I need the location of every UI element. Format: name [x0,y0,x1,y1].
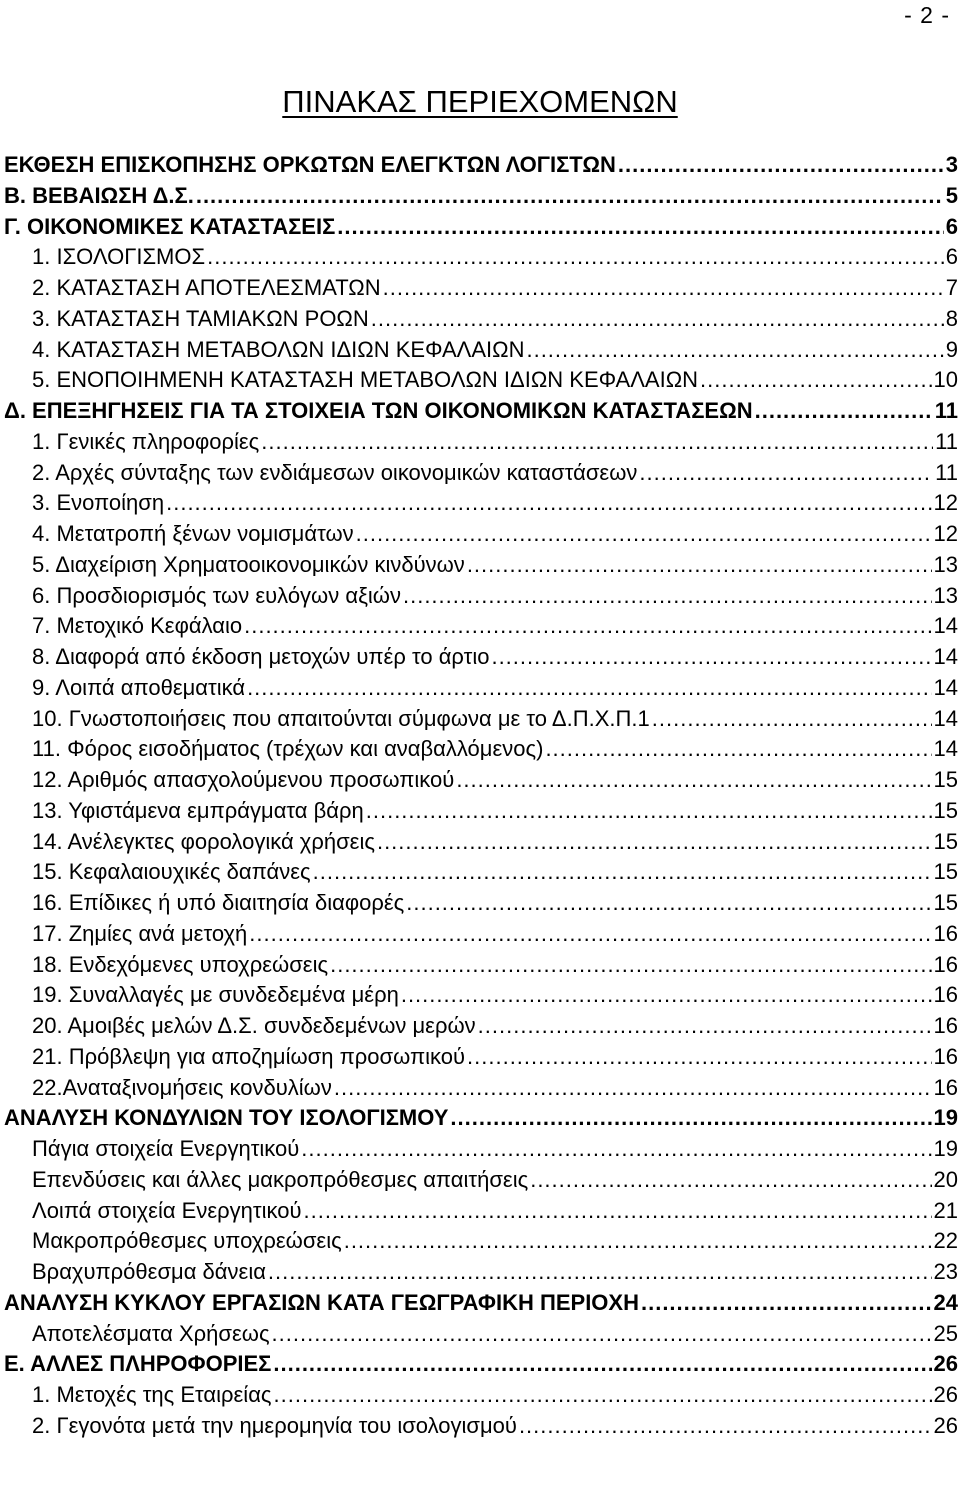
toc-entry[interactable] [4,827,958,858]
toc-entry-label: Δ. ΕΠΕΞΗΓΗΣΕΙΣ ΓΙΑ ΤΑ ΣΤΟΙΧΕΙΑ ΤΩΝ ΟΙΚΟΝΟΜΙΚΩΝ ΚΑΤΑΣΤΑΣΕΩΝ [4,398,753,423]
toc-entry-page-number: 8 [945,305,958,331]
toc-entry[interactable] [4,796,958,827]
toc-entry-label: Επενδύσεις και άλλες μακροπρόθεσμες απαιτήσεις [32,1166,529,1192]
dot-leader [406,888,931,919]
toc-entry-page-number: 19 [933,1105,958,1131]
toc-entry[interactable] [4,458,958,489]
toc-entry-label: ΑΝΑΛΥΣΗ ΚΟΝΔΥΛΙΩΝ ΤΟΥ ΙΣΟΛΟΓΙΣΜΟΥ [4,1105,449,1131]
dot-leader [700,365,931,396]
dot-leader [247,673,931,704]
toc-entry-page-number: 19 [933,1136,958,1161]
toc-entry-page-number: 20 [933,1166,958,1192]
toc-entry[interactable] [4,365,958,396]
toc-entry-label: 1. Γενικές πληροφορίες [32,428,260,454]
toc-entry-label: 9. Λοιπά αποθεματικά [32,674,246,700]
toc-entry-label: 1. ΙΣΟΛΟΓΙΣΜΟΣ [32,244,206,270]
dot-leader [274,1380,932,1411]
dot-leader [356,519,932,550]
toc-entry-label: Πάγια στοιχεία Ενεργητικού [32,1136,300,1161]
toc-entry[interactable] [4,1319,958,1350]
toc-entry-page-number: 16 [933,951,958,977]
toc-entry-label: 2. Αρχές σύνταξης των ενδιάμεσων οικονομικών καταστάσεων [32,459,638,485]
toc-entry-label: 20. Αμοιβές μελών Δ.Σ. συνδεδεμένων μερών [32,1013,476,1038]
toc-entry[interactable] [4,888,958,919]
toc-entry-page-number: 15 [933,859,958,885]
toc-entry-label: 10. Γνωστοποιήσεις που απαιτούνται σύμφωνα με το Δ.Π.Χ.Π.1 [32,705,650,731]
toc-entry-page-number: 26 [933,1412,958,1438]
toc-entry-label: ΕΚΘΕΣΗ ΕΠΙΣΚΟΠΗΣΗΣ ΟΡΚΩΤΩΝ ΕΛΕΓΚΤΩΝ ΛΟΓΙΣΤΩΝ [4,152,616,177]
dot-leader [530,1165,931,1196]
toc-entry-page-number: 25 [933,1320,958,1346]
toc-entry-label: Αποτελέσματα Χρήσεως [32,1320,270,1346]
toc-title-text: ΠΙΝΑΚΑΣ ΠΕΡΙΕΧΟΜΕΝΩΝ [282,84,678,119]
toc-entry-label: Ε. ΑΛΛΕΣ ΠΛΗΡΟΦΟΡΙΕΣ [4,1351,272,1377]
page-number: - 2 - [904,2,950,28]
toc-entry-label: Β. ΒΕΒΑΙΩΣΗ Δ.Σ. [4,182,194,208]
toc-entry-label: 12. Αριθμός απασχολούμενου προσωπικού [32,767,455,792]
toc-entry-page-number: 14 [933,644,958,669]
toc-entry[interactable] [4,519,958,550]
toc-entry-page-number: 11 [935,459,958,485]
dot-leader [301,1134,931,1165]
toc-entry[interactable] [4,642,958,673]
toc-entry-label: 5. ΕΝΟΠΟΙΗΜΕΝΗ ΚΑΤΑΣΤΑΣΗ ΜΕΤΑΒΟΛΩΝ ΙΔΙΩΝ ΚΕΦΑΛΑΙΩΝ [32,367,699,393]
dot-leader [545,734,931,765]
toc-entry-label: 22.Αναταξινομήσεις κονδυλίων [32,1074,332,1100]
dot-leader [618,150,944,181]
toc-entry-page-number: 21 [933,1197,958,1223]
toc-entry-page-number: 26 [933,1351,958,1377]
toc-entry-label: Λοιπά στοιχεία Ενεργητικού [32,1197,302,1223]
toc-entry-page-number: 10 [933,367,958,393]
toc-entry-label: 14. Ανέλεγκτες φορολογικά χρήσεις [32,828,375,854]
dot-leader [344,1226,932,1257]
dot-leader [268,1257,932,1288]
dot-leader [456,765,931,796]
toc-entry-page-number: 11 [934,398,958,423]
toc-entry-label: 8. Διαφορά από έκδοση μετοχών υπέρ το άρτιο [32,644,490,669]
toc-entry-page-number: 7 [945,275,958,300]
toc-entry-label: 17. Ζημίες ανά μετοχή [32,920,248,946]
dot-leader [303,1196,931,1227]
toc-entry-label: 19. Συναλλαγές με συνδεδεμένα μέρη [32,982,399,1008]
toc-entry-page-number: 16 [933,1043,958,1069]
dot-leader [244,611,931,642]
toc-entry-page-number: 14 [933,705,958,731]
toc-entry[interactable] [4,427,958,458]
toc-entry[interactable] [4,242,958,273]
toc-entry-label: 6. Προσδιορισμός των ευλόγων αξιών [32,582,401,608]
toc-entry-page-number: 15 [933,797,958,823]
toc-entry[interactable] [4,488,958,519]
toc-entry[interactable] [4,335,958,366]
toc-entry-label: 11. Φόρος εισοδήματος (τρέχων και αναβαλλόμενος) [32,736,544,762]
toc-entry-page-number: 12 [933,490,958,516]
table-of-contents [4,150,958,1442]
toc-entry[interactable] [4,765,958,796]
toc-entry-page-number: 6 [945,213,958,239]
toc-entry[interactable] [4,181,958,212]
toc-entry-label: 3. ΚΑΤΑΣΤΑΣΗ ΤΑΜΙΑΚΩΝ ΡΟΩΝ [32,305,369,331]
toc-entry-page-number: 26 [933,1382,958,1407]
dot-leader [491,642,931,673]
toc-title [0,84,960,120]
toc-entry-page-number: 24 [933,1289,958,1315]
toc-entry-page-number: 14 [933,674,958,700]
toc-entry[interactable] [4,1134,958,1165]
toc-entry-label: 21. Πρόβλεψη για αποζημίωση προσωπικού [32,1043,466,1069]
toc-entry-label: Μακροπρόθεσμες υποχρεώσεις [32,1228,342,1254]
toc-entry-page-number: 22 [933,1228,958,1254]
toc-entry[interactable] [4,212,958,243]
toc-entry-page-number: 13 [933,551,958,577]
toc-entry-label: 3. Ενοποίηση [32,490,165,516]
toc-entry[interactable] [4,550,958,581]
toc-entry-page-number: 16 [933,982,958,1008]
toc-entry-page-number: 15 [933,767,958,792]
dot-leader [337,212,943,243]
toc-entry-page-number: 16 [933,1013,958,1038]
toc-entry[interactable] [4,1380,958,1411]
dot-leader [403,581,932,612]
dot-leader [313,857,932,888]
toc-entry[interactable] [4,1411,958,1442]
toc-entry[interactable] [4,611,958,642]
toc-entry-page-number: 14 [933,613,958,639]
toc-entry-page-number: 3 [945,152,958,177]
dot-leader [273,1349,931,1380]
toc-entry-page-number: 15 [933,828,958,854]
dot-leader [196,181,944,212]
dot-leader [383,273,944,304]
toc-entry-page-number: 16 [933,920,958,946]
toc-entry-label: 2. ΚΑΤΑΣΤΑΣΗ ΑΠΟΤΕΛΕΣΜΑΤΩΝ [32,275,381,300]
dot-leader [467,1042,932,1073]
toc-entry-page-number: 9 [945,336,958,362]
dot-leader [478,1011,932,1042]
toc-entry[interactable] [4,304,958,335]
dot-leader [519,1411,932,1442]
toc-entry[interactable] [4,1103,958,1134]
toc-entry[interactable] [4,1165,958,1196]
dot-leader [166,488,931,519]
toc-entry-label: Γ. ΟΙΚΟΝΟΜΙΚΕΣ ΚΑΤΑΣΤΑΣΕΙΣ [4,213,336,239]
dot-leader [334,1073,932,1104]
toc-entry-page-number: 23 [933,1259,958,1284]
toc-entry-page-number: 12 [933,521,958,546]
toc-entry[interactable] [4,1226,958,1257]
toc-entry-page-number: 16 [933,1074,958,1100]
toc-entry[interactable] [4,1042,958,1073]
toc-entry-page-number: 11 [935,428,958,454]
toc-entry[interactable] [4,857,958,888]
toc-entry[interactable] [4,1011,958,1042]
dot-leader [652,704,932,735]
toc-entry-label: ΑΝΑΛΥΣΗ ΚΥΚΛΟΥ ΕΡΓΑΣΙΩΝ ΚΑΤΑ ΓΕΩΓΡΑΦΙΚΗ ΠΕΡΙΟΧΗ [4,1289,639,1315]
dot-leader [330,950,931,981]
toc-entry[interactable] [4,1349,958,1380]
toc-entry[interactable] [4,1196,958,1227]
toc-entry-label: 4. Μετατροπή ξένων νομισμάτων [32,521,354,546]
toc-entry[interactable] [4,273,958,304]
dot-leader [401,980,932,1011]
toc-entry-label: 4. ΚΑΤΑΣΤΑΣΗ ΜΕΤΑΒΟΛΩΝ ΙΔΙΩΝ ΚΕΦΑΛΑΙΩΝ [32,336,525,362]
toc-entry[interactable] [4,581,958,612]
toc-entry-label: 7. Μετοχικό Κεφάλαιο [32,613,243,639]
toc-entry-page-number: 5 [945,182,958,208]
toc-entry-page-number: 15 [933,890,958,915]
toc-entry-page-number: 14 [933,736,958,762]
dot-leader [641,1288,932,1319]
toc-entry-label: 2. Γεγονότα μετά την ημερομηνία του ισολογισμού [32,1412,517,1438]
dot-leader [272,1319,932,1350]
toc-entry-label: 16. Επίδικες ή υπό διαιτησία διαφορές [32,890,405,915]
toc-entry-label: 5. Διαχείριση Χρηματοοικονομικών κινδύνων [32,551,465,577]
dot-leader [261,427,933,458]
dot-leader [639,458,933,489]
toc-entry[interactable] [4,1288,958,1319]
toc-entry[interactable] [4,919,958,950]
toc-entry-page-number: 6 [945,244,958,270]
dot-leader [526,335,943,366]
toc-entry[interactable] [4,150,958,181]
dot-leader [377,827,932,858]
toc-entry-label: 18. Ενδεχόμενες υποχρεώσεις [32,951,329,977]
toc-entry[interactable] [4,1257,958,1288]
dot-leader [249,919,931,950]
toc-entry[interactable] [4,980,958,1011]
dot-leader [755,396,933,427]
toc-entry[interactable] [4,673,958,704]
dot-leader [467,550,932,581]
toc-entry-label: Βραχυπρόθεσμα δάνεια [32,1259,266,1284]
toc-entry-label: 1. Μετοχές της Εταιρείας [32,1382,272,1407]
dot-leader [366,796,932,827]
dot-leader [207,242,944,273]
dot-leader [450,1103,931,1134]
toc-entry[interactable] [4,1073,958,1104]
toc-entry-label: 15. Κεφαλαιουχικές δαπάνες [32,859,311,885]
dot-leader [371,304,944,335]
toc-entry[interactable] [4,950,958,981]
toc-entry-label: 13. Υφιστάμενα εμπράγματα βάρη [32,797,364,823]
toc-entry[interactable] [4,704,958,735]
toc-entry[interactable] [4,734,958,765]
toc-entry[interactable] [4,396,958,427]
toc-entry-page-number: 13 [933,582,958,608]
